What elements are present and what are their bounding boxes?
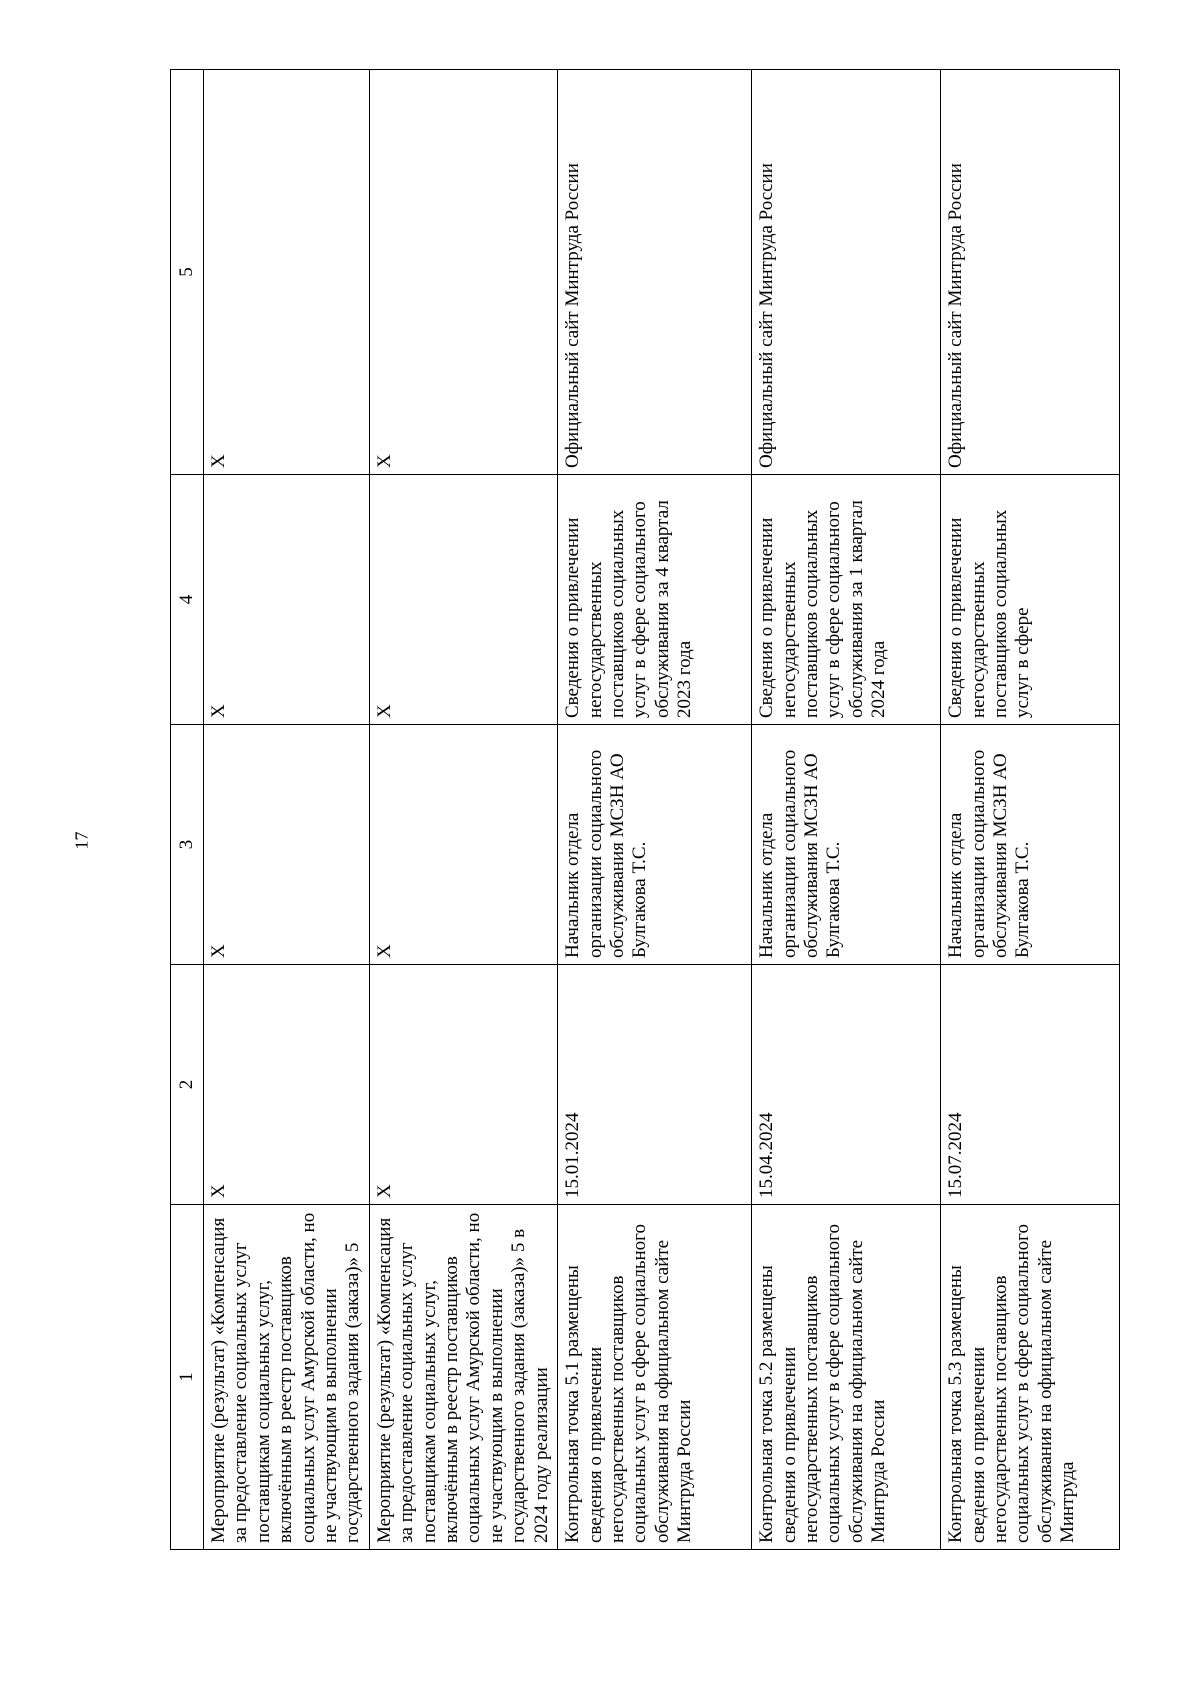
control-point-cell: Контрольная точка 5.3 размещены сведения о привлечении негосударственных поставщиков социальных услуг в сфере социального обслуживания на официальном сайте Минтруда — [941, 1205, 1120, 1550]
table-header-row — [171, 70, 204, 1550]
table-rotation-layer — [170, 70, 1106, 1550]
document-cell: X — [204, 475, 370, 725]
responsible-cell: X — [204, 725, 370, 965]
date-cell: 15.01.2024 — [558, 965, 752, 1205]
control-point-cell: Контрольная точка 5.2 размещены сведения о привлечении негосударственных поставщиков социальных услуг в сфере социального обслуживания на официальном сайте Минтруда России — [752, 1205, 941, 1550]
event-description-cell: Мероприятие (результат) «Компенсация за предоставление социальных услуг поставщикам социальных услуг, включённым в реестр поставщиков социальных услуг Амурской области, но не участвующим в выполнении государственного задания (заказа)» 5 в 2024 году реализации — [369, 1205, 557, 1550]
responsible-cell: X — [369, 725, 557, 965]
source-cell: X — [369, 70, 557, 475]
control-point-cell: Контрольная точка 5.1 размещены сведения о привлечении негосударственных поставщиков социальных услуг в сфере социального обслуживания на официальном сайте Минтруда России — [558, 1205, 752, 1550]
source-cell: Официальный сайт Минтруда России — [752, 70, 941, 475]
column-header-3: 3 — [171, 725, 204, 965]
date-cell: X — [204, 965, 370, 1205]
table-row — [204, 70, 370, 1550]
source-cell: Официальный сайт Минтруда России — [558, 70, 752, 475]
rotated-table-area — [170, 70, 1106, 1550]
document-cell: Сведения о привлечении негосударственных поставщиков социальных услуг в сфере социального обслуживания за 4 квартал 2023 года — [558, 475, 752, 725]
column-header-2: 2 — [171, 965, 204, 1205]
responsible-cell: Начальник отдела организации социального обслуживания МСЗН АО Булгакова Т.С. — [941, 725, 1120, 965]
page-number: 17 — [71, 831, 92, 850]
responsible-cell: Начальник отдела организации социального обслуживания МСЗН АО Булгакова Т.С. — [558, 725, 752, 965]
column-header-4: 4 — [171, 475, 204, 725]
date-cell: 15.04.2024 — [752, 965, 941, 1205]
responsible-cell: Начальник отдела организации социального обслуживания МСЗН АО Булгакова Т.С. — [752, 725, 941, 965]
table-row — [752, 70, 941, 1550]
document-cell: X — [369, 475, 557, 725]
event-description-cell: Мероприятие (результат) «Компенсация за предоставление социальных услуг поставщикам социальных услуг, включённым в реестр поставщиков социальных услуг Амурской области, но не участвующим в выполнении государственного задания (заказа)» 5 — [204, 1205, 370, 1550]
source-cell: X — [204, 70, 370, 475]
date-cell: 15.07.2024 — [941, 965, 1120, 1205]
table-row — [941, 70, 1120, 1550]
schedule-table — [170, 69, 1120, 1550]
column-header-5: 5 — [171, 70, 204, 475]
source-cell: Официальный сайт Минтруда России — [941, 70, 1120, 475]
document-cell: Сведения о привлечении негосударственных поставщиков социальных услуг в сфере социального обслуживания за 1 квартал 2024 года — [752, 475, 941, 725]
date-cell: X — [369, 965, 557, 1205]
column-header-1: 1 — [171, 1205, 204, 1550]
document-cell: Сведения о привлечении негосударственных поставщиков социальных услуг в сфере — [941, 475, 1120, 725]
table-row — [558, 70, 752, 1550]
table-row — [369, 70, 557, 1550]
